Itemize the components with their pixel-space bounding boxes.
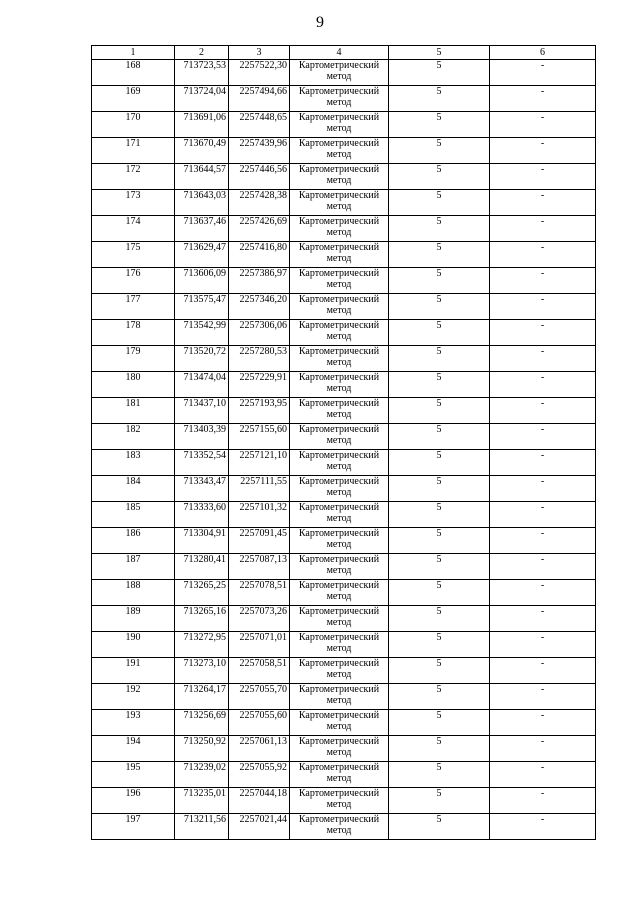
y-coordinate-cell: 2257448,65 xyxy=(229,112,290,138)
description-cell: - xyxy=(490,320,596,346)
table-row xyxy=(92,242,596,268)
description-cell: - xyxy=(490,736,596,762)
accuracy-cell: 5 xyxy=(389,762,490,788)
accuracy-cell: 5 xyxy=(389,372,490,398)
method-cell: Картометрический метод xyxy=(290,424,389,450)
y-coordinate-cell: 2257073,26 xyxy=(229,606,290,632)
x-coordinate-cell: 713670,49 xyxy=(175,138,229,164)
description-cell: - xyxy=(490,476,596,502)
point-number-cell: 189 xyxy=(92,606,175,632)
description-cell: - xyxy=(490,424,596,450)
x-coordinate-cell: 713403,39 xyxy=(175,424,229,450)
method-cell: Картометрический метод xyxy=(290,242,389,268)
x-coordinate-cell: 713304,91 xyxy=(175,528,229,554)
table-row xyxy=(92,112,596,138)
description-cell: - xyxy=(490,164,596,190)
table-header-row xyxy=(92,46,596,60)
description-cell: - xyxy=(490,684,596,710)
table-row xyxy=(92,762,596,788)
method-cell: Картометрический метод xyxy=(290,164,389,190)
table-row xyxy=(92,138,596,164)
column-header: 4 xyxy=(290,46,389,60)
y-coordinate-cell: 2257061,13 xyxy=(229,736,290,762)
y-coordinate-cell: 2257428,38 xyxy=(229,190,290,216)
method-cell: Картометрический метод xyxy=(290,632,389,658)
table-row xyxy=(92,554,596,580)
method-cell: Картометрический метод xyxy=(290,320,389,346)
method-cell: Картометрический метод xyxy=(290,268,389,294)
table-row xyxy=(92,346,596,372)
point-number-cell: 184 xyxy=(92,476,175,502)
method-cell: Картометрический метод xyxy=(290,710,389,736)
x-coordinate-cell: 713352,54 xyxy=(175,450,229,476)
method-cell: Картометрический метод xyxy=(290,398,389,424)
description-cell: - xyxy=(490,528,596,554)
description-cell: - xyxy=(490,398,596,424)
description-cell: - xyxy=(490,138,596,164)
method-cell: Картометрический метод xyxy=(290,450,389,476)
y-coordinate-cell: 2257446,56 xyxy=(229,164,290,190)
table-row xyxy=(92,658,596,684)
table-row xyxy=(92,190,596,216)
x-coordinate-cell: 713256,69 xyxy=(175,710,229,736)
x-coordinate-cell: 713643,03 xyxy=(175,190,229,216)
method-cell: Картометрический метод xyxy=(290,554,389,580)
x-coordinate-cell: 713542,99 xyxy=(175,320,229,346)
y-coordinate-cell: 2257522,30 xyxy=(229,60,290,86)
y-coordinate-cell: 2257044,18 xyxy=(229,788,290,814)
description-cell: - xyxy=(490,216,596,242)
y-coordinate-cell: 2257155,60 xyxy=(229,424,290,450)
y-coordinate-cell: 2257386,97 xyxy=(229,268,290,294)
coordinates-table xyxy=(91,45,596,840)
y-coordinate-cell: 2257494,66 xyxy=(229,86,290,112)
method-cell: Картометрический метод xyxy=(290,86,389,112)
description-cell: - xyxy=(490,658,596,684)
method-cell: Картометрический метод xyxy=(290,476,389,502)
point-number-cell: 174 xyxy=(92,216,175,242)
accuracy-cell: 5 xyxy=(389,788,490,814)
x-coordinate-cell: 713273,10 xyxy=(175,658,229,684)
x-coordinate-cell: 713575,47 xyxy=(175,294,229,320)
point-number-cell: 188 xyxy=(92,580,175,606)
accuracy-cell: 5 xyxy=(389,632,490,658)
y-coordinate-cell: 2257439,96 xyxy=(229,138,290,164)
point-number-cell: 180 xyxy=(92,372,175,398)
accuracy-cell: 5 xyxy=(389,60,490,86)
table-row xyxy=(92,60,596,86)
point-number-cell: 175 xyxy=(92,242,175,268)
point-number-cell: 178 xyxy=(92,320,175,346)
method-cell: Картометрический метод xyxy=(290,346,389,372)
description-cell: - xyxy=(490,372,596,398)
description-cell: - xyxy=(490,710,596,736)
x-coordinate-cell: 713235,01 xyxy=(175,788,229,814)
x-coordinate-cell: 713691,06 xyxy=(175,112,229,138)
y-coordinate-cell: 2257426,69 xyxy=(229,216,290,242)
accuracy-cell: 5 xyxy=(389,268,490,294)
table-row xyxy=(92,372,596,398)
column-header: 1 xyxy=(92,46,175,60)
method-cell: Картометрический метод xyxy=(290,684,389,710)
point-number-cell: 183 xyxy=(92,450,175,476)
description-cell: - xyxy=(490,86,596,112)
x-coordinate-cell: 713343,47 xyxy=(175,476,229,502)
table-row xyxy=(92,632,596,658)
method-cell: Картометрический метод xyxy=(290,528,389,554)
accuracy-cell: 5 xyxy=(389,320,490,346)
table-row xyxy=(92,684,596,710)
y-coordinate-cell: 2257021,44 xyxy=(229,814,290,840)
table-row xyxy=(92,814,596,840)
y-coordinate-cell: 2257101,32 xyxy=(229,502,290,528)
method-cell: Картометрический метод xyxy=(290,814,389,840)
description-cell: - xyxy=(490,632,596,658)
description-cell: - xyxy=(490,242,596,268)
table-row xyxy=(92,164,596,190)
description-cell: - xyxy=(490,112,596,138)
accuracy-cell: 5 xyxy=(389,294,490,320)
y-coordinate-cell: 2257280,53 xyxy=(229,346,290,372)
accuracy-cell: 5 xyxy=(389,528,490,554)
table-row xyxy=(92,268,596,294)
y-coordinate-cell: 2257306,06 xyxy=(229,320,290,346)
method-cell: Картометрический метод xyxy=(290,216,389,242)
accuracy-cell: 5 xyxy=(389,476,490,502)
point-number-cell: 179 xyxy=(92,346,175,372)
method-cell: Картометрический метод xyxy=(290,788,389,814)
x-coordinate-cell: 713333,60 xyxy=(175,502,229,528)
accuracy-cell: 5 xyxy=(389,502,490,528)
column-header: 5 xyxy=(389,46,490,60)
y-coordinate-cell: 2257078,51 xyxy=(229,580,290,606)
table-row xyxy=(92,450,596,476)
x-coordinate-cell: 713250,92 xyxy=(175,736,229,762)
column-header: 2 xyxy=(175,46,229,60)
x-coordinate-cell: 713265,16 xyxy=(175,606,229,632)
table-row xyxy=(92,606,596,632)
x-coordinate-cell: 713280,41 xyxy=(175,554,229,580)
point-number-cell: 182 xyxy=(92,424,175,450)
table-row xyxy=(92,788,596,814)
description-cell: - xyxy=(490,268,596,294)
method-cell: Картометрический метод xyxy=(290,294,389,320)
x-coordinate-cell: 713272,95 xyxy=(175,632,229,658)
accuracy-cell: 5 xyxy=(389,710,490,736)
y-coordinate-cell: 2257055,92 xyxy=(229,762,290,788)
method-cell: Картометрический метод xyxy=(290,606,389,632)
description-cell: - xyxy=(490,190,596,216)
point-number-cell: 196 xyxy=(92,788,175,814)
accuracy-cell: 5 xyxy=(389,346,490,372)
x-coordinate-cell: 713606,09 xyxy=(175,268,229,294)
table-row xyxy=(92,710,596,736)
x-coordinate-cell: 713239,02 xyxy=(175,762,229,788)
point-number-cell: 191 xyxy=(92,658,175,684)
accuracy-cell: 5 xyxy=(389,164,490,190)
accuracy-cell: 5 xyxy=(389,736,490,762)
y-coordinate-cell: 2257193,95 xyxy=(229,398,290,424)
method-cell: Картометрический метод xyxy=(290,502,389,528)
y-coordinate-cell: 2257055,70 xyxy=(229,684,290,710)
x-coordinate-cell: 713211,56 xyxy=(175,814,229,840)
y-coordinate-cell: 2257087,13 xyxy=(229,554,290,580)
y-coordinate-cell: 2257229,91 xyxy=(229,372,290,398)
x-coordinate-cell: 713724,04 xyxy=(175,86,229,112)
description-cell: - xyxy=(490,814,596,840)
accuracy-cell: 5 xyxy=(389,398,490,424)
point-number-cell: 197 xyxy=(92,814,175,840)
accuracy-cell: 5 xyxy=(389,242,490,268)
description-cell: - xyxy=(490,554,596,580)
page-number: 9 xyxy=(316,14,324,31)
method-cell: Картометрический метод xyxy=(290,580,389,606)
point-number-cell: 172 xyxy=(92,164,175,190)
description-cell: - xyxy=(490,606,596,632)
x-coordinate-cell: 713474,04 xyxy=(175,372,229,398)
table-row xyxy=(92,320,596,346)
y-coordinate-cell: 2257055,60 xyxy=(229,710,290,736)
method-cell: Картометрический метод xyxy=(290,138,389,164)
accuracy-cell: 5 xyxy=(389,424,490,450)
point-number-cell: 190 xyxy=(92,632,175,658)
point-number-cell: 192 xyxy=(92,684,175,710)
table-row xyxy=(92,476,596,502)
accuracy-cell: 5 xyxy=(389,86,490,112)
point-number-cell: 171 xyxy=(92,138,175,164)
description-cell: - xyxy=(490,346,596,372)
accuracy-cell: 5 xyxy=(389,138,490,164)
accuracy-cell: 5 xyxy=(389,606,490,632)
x-coordinate-cell: 713265,25 xyxy=(175,580,229,606)
point-number-cell: 168 xyxy=(92,60,175,86)
method-cell: Картометрический метод xyxy=(290,736,389,762)
description-cell: - xyxy=(490,580,596,606)
table-row xyxy=(92,580,596,606)
y-coordinate-cell: 2257058,51 xyxy=(229,658,290,684)
point-number-cell: 176 xyxy=(92,268,175,294)
y-coordinate-cell: 2257416,80 xyxy=(229,242,290,268)
point-number-cell: 173 xyxy=(92,190,175,216)
y-coordinate-cell: 2257091,45 xyxy=(229,528,290,554)
point-number-cell: 170 xyxy=(92,112,175,138)
x-coordinate-cell: 713520,72 xyxy=(175,346,229,372)
table-row xyxy=(92,216,596,242)
accuracy-cell: 5 xyxy=(389,216,490,242)
description-cell: - xyxy=(490,294,596,320)
method-cell: Картометрический метод xyxy=(290,762,389,788)
accuracy-cell: 5 xyxy=(389,112,490,138)
x-coordinate-cell: 713637,46 xyxy=(175,216,229,242)
x-coordinate-cell: 713629,47 xyxy=(175,242,229,268)
point-number-cell: 169 xyxy=(92,86,175,112)
point-number-cell: 193 xyxy=(92,710,175,736)
x-coordinate-cell: 713264,17 xyxy=(175,684,229,710)
accuracy-cell: 5 xyxy=(389,658,490,684)
table-row xyxy=(92,294,596,320)
point-number-cell: 185 xyxy=(92,502,175,528)
method-cell: Картометрический метод xyxy=(290,60,389,86)
accuracy-cell: 5 xyxy=(389,580,490,606)
accuracy-cell: 5 xyxy=(389,684,490,710)
table-row xyxy=(92,398,596,424)
point-number-cell: 195 xyxy=(92,762,175,788)
table-row xyxy=(92,528,596,554)
point-number-cell: 186 xyxy=(92,528,175,554)
method-cell: Картометрический метод xyxy=(290,372,389,398)
accuracy-cell: 5 xyxy=(389,554,490,580)
table-row xyxy=(92,86,596,112)
column-header: 6 xyxy=(490,46,596,60)
method-cell: Картометрический метод xyxy=(290,658,389,684)
point-number-cell: 181 xyxy=(92,398,175,424)
x-coordinate-cell: 713723,53 xyxy=(175,60,229,86)
table-body xyxy=(92,60,596,840)
column-header: 3 xyxy=(229,46,290,60)
point-number-cell: 194 xyxy=(92,736,175,762)
description-cell: - xyxy=(490,502,596,528)
description-cell: - xyxy=(490,762,596,788)
accuracy-cell: 5 xyxy=(389,450,490,476)
description-cell: - xyxy=(490,450,596,476)
method-cell: Картометрический метод xyxy=(290,190,389,216)
accuracy-cell: 5 xyxy=(389,814,490,840)
method-cell: Картометрический метод xyxy=(290,112,389,138)
accuracy-cell: 5 xyxy=(389,190,490,216)
point-number-cell: 187 xyxy=(92,554,175,580)
description-cell: - xyxy=(490,788,596,814)
y-coordinate-cell: 2257121,10 xyxy=(229,450,290,476)
description-cell: - xyxy=(490,60,596,86)
table-row xyxy=(92,502,596,528)
y-coordinate-cell: 2257111,55 xyxy=(229,476,290,502)
x-coordinate-cell: 713437,10 xyxy=(175,398,229,424)
y-coordinate-cell: 2257346,20 xyxy=(229,294,290,320)
table-row xyxy=(92,736,596,762)
table-row xyxy=(92,424,596,450)
point-number-cell: 177 xyxy=(92,294,175,320)
x-coordinate-cell: 713644,57 xyxy=(175,164,229,190)
y-coordinate-cell: 2257071,01 xyxy=(229,632,290,658)
